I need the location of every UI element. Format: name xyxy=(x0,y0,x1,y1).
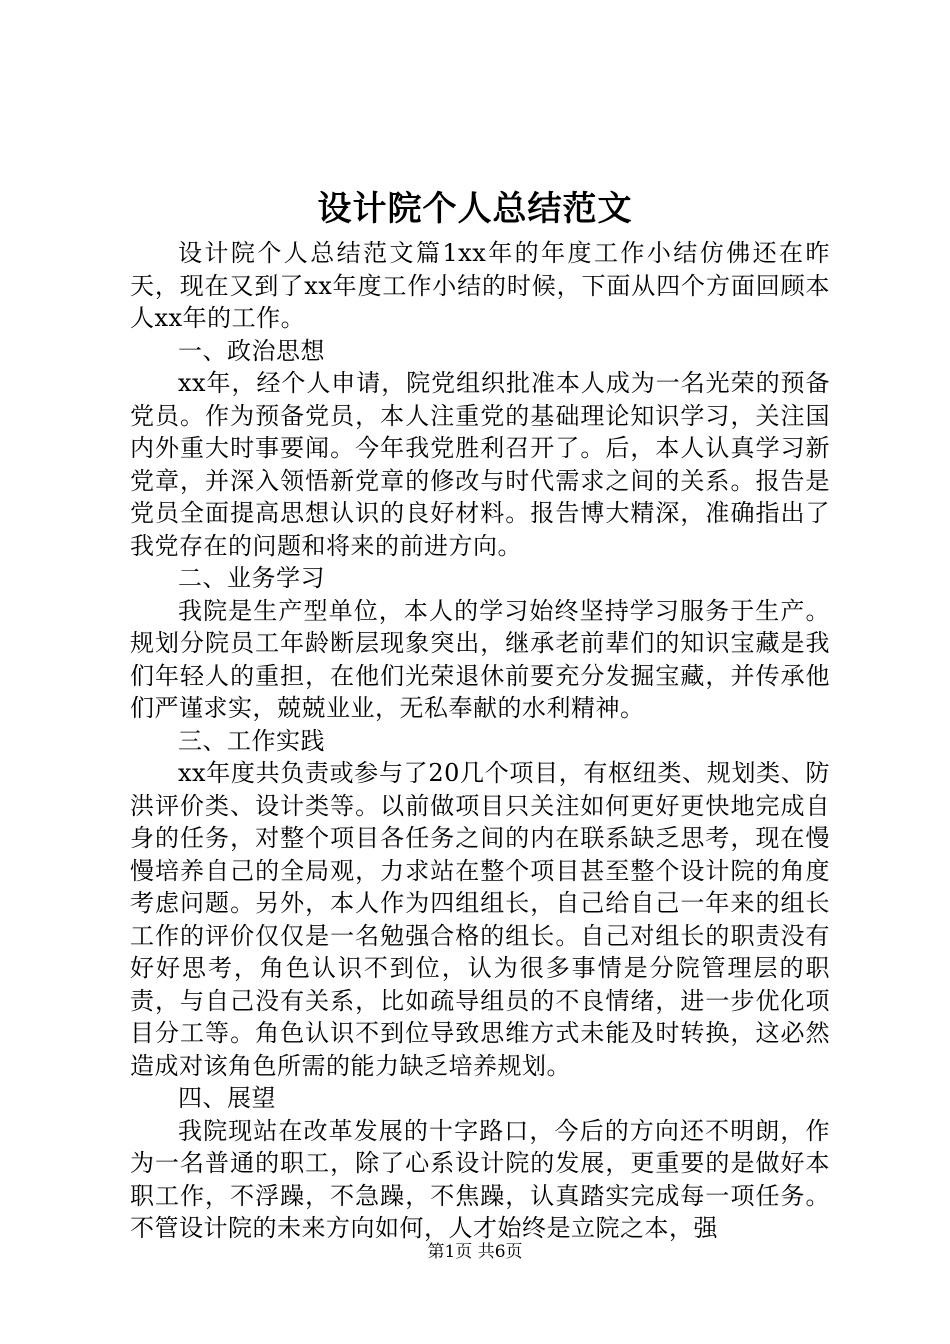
intro-paragraph: 设计院个人总结范文篇1xx年的年度工作小结仿佛还在昨天，现在又到了xx年度工作小结的时候，下面从四个方面回顾本人xx年的工作。 xyxy=(130,239,830,332)
politics-paragraph: xx年，经个人申请，院党组织批准本人成为一名光荣的预备党员。作为预备党员，本人注重党的基础理论知识学习，关注国内外重大时事要闻。今年我党胜利召开了。后，本人认真学习新党章，并深入领悟新党章的修改与时代需求之间的关系。报告是党员全面提高思想认识的良好材料。报告博大精深，准确指出了我党存在的问题和将来的前进方向。 xyxy=(130,369,830,560)
section-heading-study: 二、业务学习 xyxy=(178,564,325,592)
outlook-paragraph: 我院现站在改革发展的十字路口，今后的方向还不明朗，作为一名普通的职工，除了心系设计院的发展，更重要的是做好本职工作，不浮躁，不急躁，不焦躁，认真踏实完成每一项任务。不管设计院的未来方向如何，人才始终是立院之本，强 xyxy=(130,1116,830,1242)
document-title: 设计院个人总结范文 xyxy=(317,189,633,229)
study-paragraph: 我院是生产型单位，本人的学习始终坚持学习服务于生产。规划分院员工年龄断层现象突出，继承老前辈们的知识宝藏是我们年轻人的重担，在他们光荣退休前要充分发掘宝藏，并传承他们严谨求实，兢兢业业，无私奉献的水利精神。 xyxy=(130,596,830,722)
section-heading-outlook: 四、展望 xyxy=(178,1084,276,1112)
page-number-footer: 第1页 共6页 xyxy=(427,1242,523,1262)
section-heading-practice: 三、工作实践 xyxy=(178,726,325,755)
practice-paragraph: xx年度共负责或参与了20几个项目，有枢纽类、规划类、防洪评价类、设计类等。以前做项目只关注如何更好更快地完成自身的任务，对整个项目各任务之间的内在联系缺乏思考，现在慢慢培养自己的全局观，力求站在整个项目甚至整个设计院的角度考虑问题。另外，本人作为四组组长，自己给自己一年来的组长工作的评价仅仅是一名勉强合格的组长。自己对组长的职责没有好好思考，角色认识不到位，认为很多事情是分院管理层的职责，与自己没有关系，比如疏导组员的不良情绪，进一步优化项目分工等。角色认识不到位导致思维方式未能及时转换，这必然造成对该角色所需的能力缺乏培养规划。 xyxy=(130,759,830,1080)
document-body xyxy=(130,237,830,1245)
section-heading-politics: 一、政治思想 xyxy=(178,336,325,365)
